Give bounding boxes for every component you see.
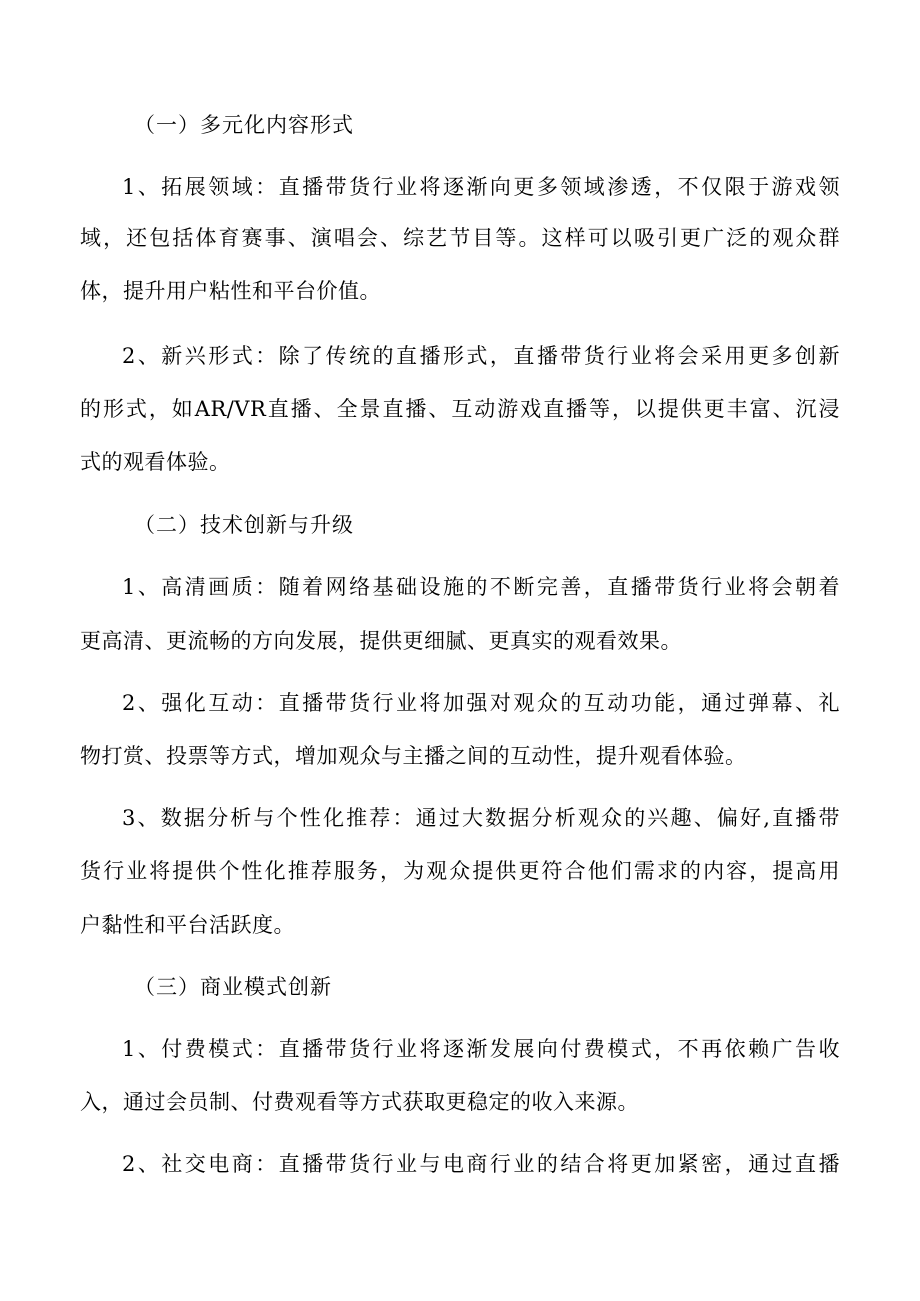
paragraph-line: 1、付费模式：直播带货行业将逐渐发展向付费模式，不再依赖广告收 [122,1037,840,1061]
paragraph-line: 货行业将提供个性化推荐服务，为观众提供更符合他们需求的内容，提高用 [80,859,840,883]
paragraph-line: 的形式，如AR/VR直播、全景直播、互动游戏直播等，以提供更丰富、沉浸 [80,397,840,421]
paragraph-line: 物打赏、投票等方式，增加观众与主播之间的互动性，提升观看体验。 [80,744,747,768]
section-heading: （三）商业模式创新 [134,975,332,999]
section-heading: （二）技术创新与升级 [134,513,354,537]
paragraph-line: 入，通过会员制、付费观看等方式获取更稳定的收入来源。 [80,1090,639,1114]
paragraph-line: 体，提升用户粘性和平台价值。 [80,279,381,303]
paragraph-line: 户黏性和平台活跃度。 [80,913,295,937]
paragraph-line: 式的观看体验。 [80,450,231,474]
paragraph-line: 域，还包括体育赛事、演唱会、综艺节目等。这样可以吸引更广泛的观众群 [80,226,840,250]
section-heading: （一）多元化内容形式 [134,113,354,137]
paragraph-line: 1、高清画质：随着网络基础设施的不断完善，直播带货行业将会朝着 [122,575,840,599]
paragraph-line: 2、强化互动：直播带货行业将加强对观众的互动功能，通过弹幕、礼 [122,691,840,715]
paragraph-line: 更高清、更流畅的方向发展，提供更细腻、更真实的观看效果。 [80,629,682,653]
paragraph-line: 2、新兴形式：除了传统的直播形式，直播带货行业将会采用更多创新 [122,344,840,368]
paragraph-line: 1、拓展领域：直播带货行业将逐渐向更多领域渗透，不仅限于游戏领 [122,175,840,199]
paragraph-line: 3、数据分析与个性化推荐：通过大数据分析观众的兴趣、偏好,直播带 [122,806,840,830]
paragraph-line: 2、社交电商：直播带货行业与电商行业的结合将更加紧密，通过直播 [122,1152,840,1176]
